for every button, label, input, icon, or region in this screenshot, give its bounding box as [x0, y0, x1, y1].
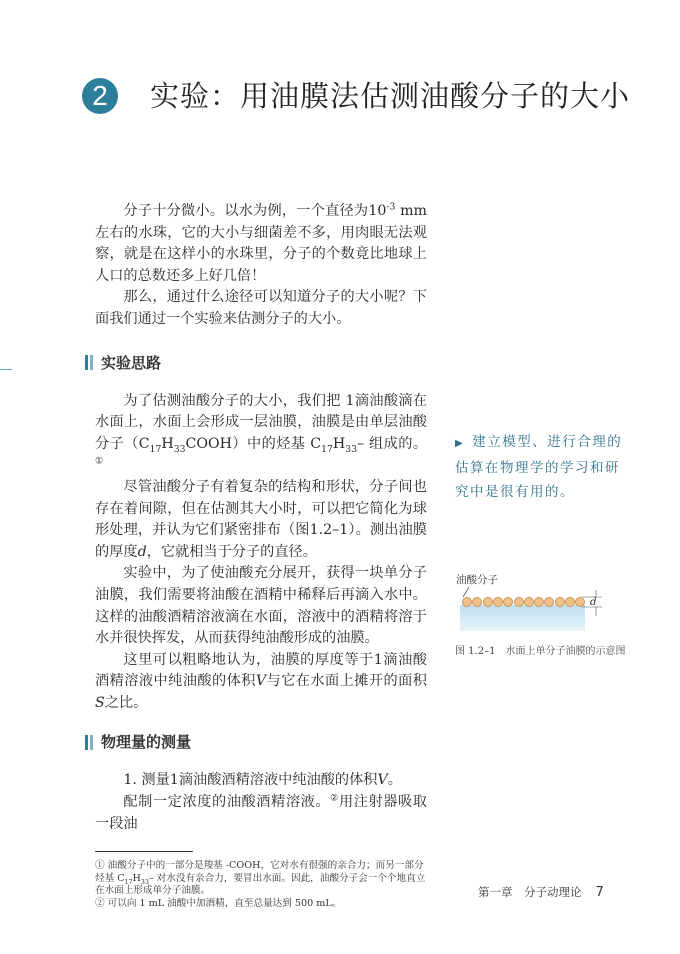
paragraph — [95, 792, 427, 835]
text-run: 实验中，为了使油酸充分展开，获得一块单分子油膜，我们需要将油酸在酒精中稀释后再滴入水中。这样的油酸酒精溶液滴在水面，溶液中的酒精将溶于水并很快挥发，从而获得纯油酸形成的油膜。 — [95, 565, 427, 647]
oleic-acid-molecule — [524, 597, 534, 607]
oleic-acid-molecule — [555, 597, 565, 607]
paragraph — [95, 770, 427, 792]
paragraph — [95, 391, 427, 477]
text-run: V — [255, 673, 267, 690]
subscript: 33 — [140, 878, 149, 886]
text-run: 之比。 — [104, 694, 148, 711]
text-run: 1. 测量1滴油酸酒精溶液中纯油酸的体积 — [123, 772, 378, 789]
triangle-bullet-icon: ▶ — [455, 438, 465, 449]
dimension-label: d — [590, 597, 597, 608]
oleic-acid-molecule — [565, 597, 575, 607]
text-run: H — [332, 435, 346, 452]
text-run: H — [161, 435, 174, 452]
subscript: 33 — [173, 443, 186, 455]
text-run: 这里可以粗略地认为，油膜的厚度等于1滴油酸酒精溶液中纯油酸的体积 — [95, 651, 427, 690]
text-run: 用注射器吸取一段油 — [95, 794, 427, 832]
text-run: d — [137, 543, 147, 560]
heading-text: 物理量的测量 — [101, 733, 192, 752]
subscript: 17 — [149, 443, 162, 455]
section-heading-approach — [85, 353, 427, 373]
paragraph — [95, 287, 427, 330]
figure-label: 油酸分子 — [456, 574, 498, 586]
subscript: 17 — [124, 878, 133, 886]
subscript: 33 — [345, 443, 358, 455]
heading-text: 实验思路 — [101, 353, 162, 372]
water-surface — [460, 605, 585, 631]
oleic-acid-molecule — [483, 597, 493, 607]
margin-marker — [0, 369, 12, 370]
text-run: 那么，通过什么途径可以知道分子的大小呢？下面我们通过一个实验来估测分子的大小。 — [95, 289, 427, 327]
heading-bar — [90, 355, 93, 370]
intro-text — [95, 201, 427, 331]
text-run: ，它就相当于分子的直径。 — [146, 543, 317, 560]
text-run: mm 左右的水珠，它的大小与细菌差不多，用肉眼无法观察，就是在这样小的水珠里，分子的个数竟比地球上人口的总数还多上好几倍！ — [95, 203, 427, 284]
paragraph — [95, 563, 427, 649]
page-footer — [478, 885, 604, 900]
oleic-acid-molecule — [462, 597, 472, 607]
footnotes — [95, 860, 430, 910]
text-run: ② 可以向 1 mL 油酸中加酒精，直至总量达到 500 mL。 — [95, 897, 342, 909]
text-run: H — [132, 872, 141, 884]
text-run: 。 — [387, 772, 402, 789]
section-heading-measurement — [85, 732, 427, 752]
measurement-text — [95, 770, 427, 835]
text-run: – 组成的。 — [357, 435, 428, 452]
text-run: 分子十分微小。以水为例，一个直径为10 — [123, 203, 387, 219]
footnote — [95, 898, 430, 911]
superscript: ② — [330, 792, 339, 804]
heading-bar — [85, 735, 88, 750]
heading-bar — [90, 735, 93, 750]
side-note — [455, 430, 630, 504]
approach-text — [95, 391, 427, 715]
superscript: -3 — [386, 201, 396, 213]
side-note-text: 建立模型、进行合理的估算在物理学的学习和研究中是很有用的。 — [455, 434, 623, 500]
figure-caption: 图 1.2–1 水面上单分子油膜的示意图 — [455, 646, 626, 657]
footnote — [95, 860, 430, 898]
text-run: 为了估测油酸分子的大小，我们把 1滴油酸滴在水面上，水面上会形成一层油膜，油膜是由单层油酸分子（C — [95, 392, 427, 452]
subscript: 17 — [321, 443, 333, 455]
paragraph — [95, 201, 427, 287]
paragraph — [95, 477, 427, 563]
heading-bar — [85, 355, 88, 370]
footnote-divider — [95, 851, 193, 852]
text-run: S — [95, 694, 105, 711]
oleic-acid-molecule — [493, 597, 503, 607]
text-run: 尽管油酸分子有着复杂的结构和形状，分子间也存在着间隙，但在估测其大小时，可以把它简化为球形处理，并认为它们紧密排布（图1.2–1）。测出油膜的厚度 — [95, 478, 427, 560]
main-column — [85, 201, 427, 910]
oleic-acid-molecule — [514, 597, 524, 607]
text-run: V — [377, 772, 388, 789]
text-run: 配制一定浓度的油酸酒精溶液。 — [123, 794, 331, 811]
section-number-badge: 2 — [82, 78, 118, 114]
page-number: 7 — [595, 885, 604, 900]
superscript: ① — [95, 455, 104, 467]
text-run: – 对水没有亲合力，要冒出水面。因此，油酸分子会一个个地直立在水面上形成单分子油膜。 — [95, 872, 426, 897]
paragraph — [95, 650, 427, 715]
page-title: 实验：用油膜法估测油酸分子的大小 — [150, 79, 631, 113]
text-run: ① 油酸分子中的一部分是羧基 -COOH，它对水有很强的亲合力；而另一部分烃基 C — [95, 860, 424, 884]
text-run: 与它在水面上摊开的面积 — [266, 673, 427, 690]
text-run: COOH）中的烃基 C — [185, 435, 322, 452]
chapter-title: 第一章 分子动理论 — [478, 885, 582, 899]
